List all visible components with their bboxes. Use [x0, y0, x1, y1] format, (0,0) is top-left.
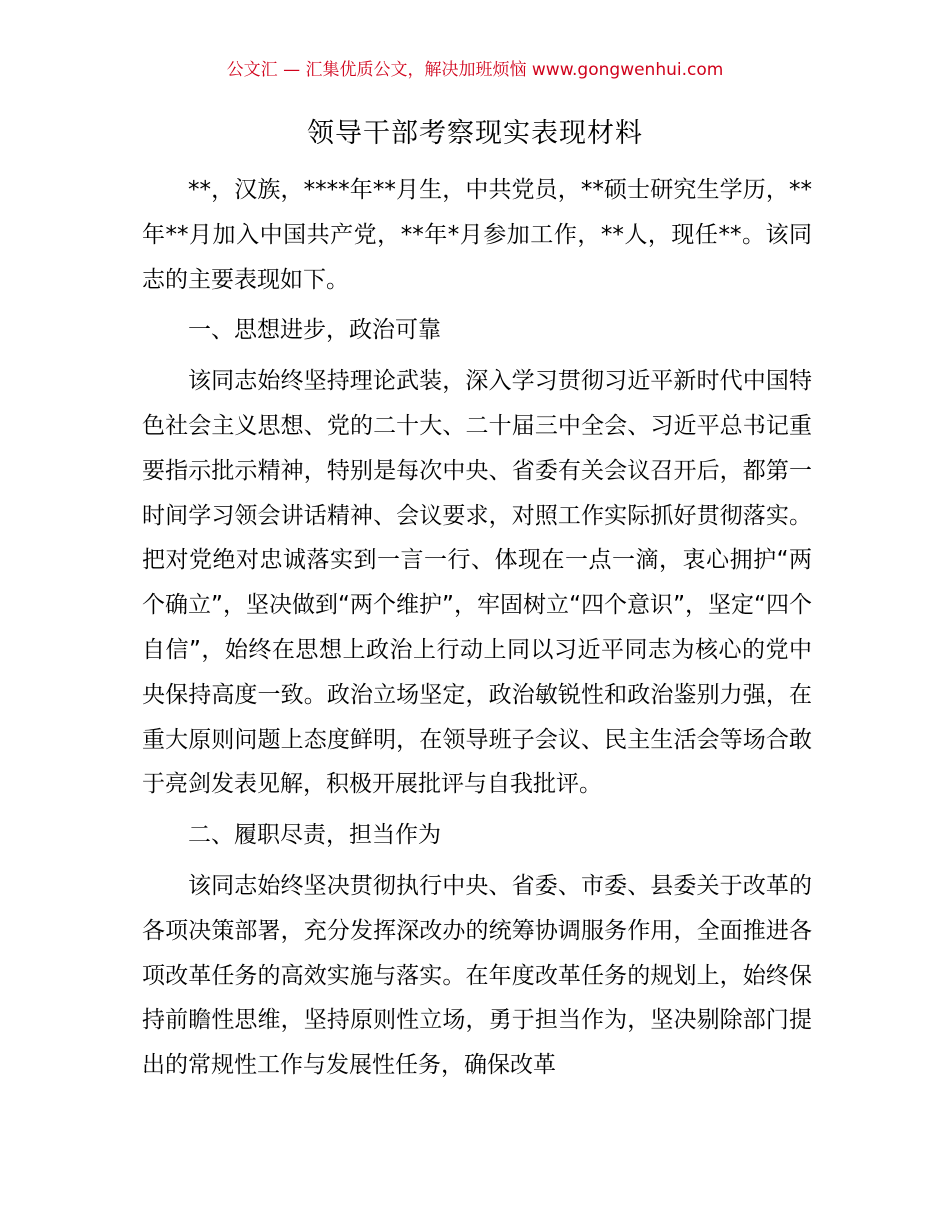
header-watermark: 公文汇 — 汇集优质公文，解决加班烦恼 www.gongwenhui.com: [226, 60, 724, 80]
section-paragraph-2: 该同志始终坚决贯彻执行中央、省委、市委、县委关于改革的各项决策部署，充分发挥深改办的统筹协调服务作用，全面推进各项改革任务的高效实施与落实。在年度改革任务的规划上，始终保持前瞻性思维，坚持原则性立场，勇于担当作为，坚决剔除部门提出的常规性工作与发展性任务，确保改革: [142, 872, 812, 1079]
section-paragraph-1: 该同志始终坚持理论武装，深入学习贯彻习近平新时代中国特色社会主义思想、党的二十大、二十届三中全会、习近平总书记重要指示批示精神，特别是每次中央、省委有关会议召开后，都第一时间学习领会讲话精神、会议要求，对照工作实际抓好贯彻落实。把对党绝对忠诚落实到一言一行、体现在一点一滴，衷心拥护“两个确立”，坚决做到“两个维护”，牢固树立“四个意识”，坚定“四个自信”，始终在思想上政治上行动上同以习近平同志为核心的党中央保持高度一致。政治立场坚定，政治敏锐性和政治鉴别力强，在重大原则问题上态度鲜明，在领导班子会议、民主生活会等场合敢于亮剑发表见解，积极开展批评与自我批评。: [142, 368, 812, 798]
document-title: 领导干部考察现实表现材料: [307, 118, 643, 149]
document-body: [142, 168, 812, 1088]
section-heading-1: 一、思想进步，政治可靠: [188, 317, 441, 344]
intro-paragraph: **，汉族，****年**月生，中共党员，**硕士研究生学历，**年**月加入中国共产党，**年*月参加工作，**人，现任**。该同志的主要表现如下。: [142, 177, 812, 293]
section-heading-2: 二、履职尽责，担当作为: [188, 822, 441, 849]
